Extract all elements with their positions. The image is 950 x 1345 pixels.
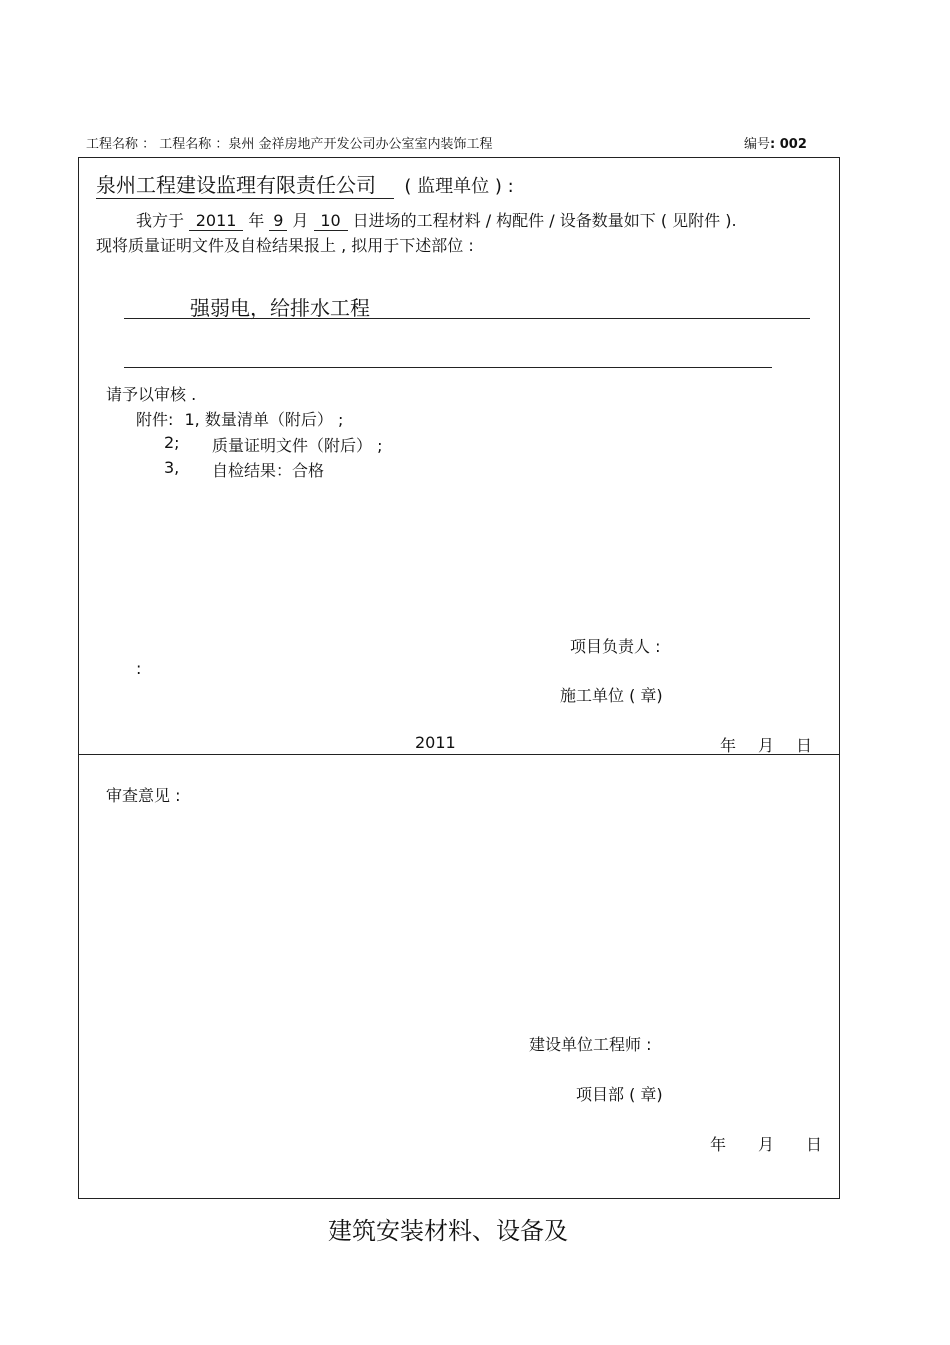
addressee — [96, 169, 514, 199]
date-year-unit: 年 — [720, 736, 737, 755]
addressee-company: 泉州工程建设监理有限责任公司 — [96, 169, 394, 199]
review-date-month-unit: 月 — [758, 1135, 775, 1154]
review-date-year-unit: 年 — [710, 1135, 727, 1154]
project-manager-label: 项目负责人 : — [570, 637, 661, 656]
stray-colon: : — [136, 659, 142, 678]
intro-line — [136, 208, 737, 231]
owner-engineer-label: 建设单位工程师 : — [529, 1035, 652, 1054]
entry-month: 9 — [269, 211, 287, 231]
document-number-value: : 002 — [770, 137, 807, 152]
review-opinion-label: 审查意见 : — [106, 786, 181, 805]
attachment-3-number: 3, — [164, 458, 180, 477]
entry-day: 10 — [314, 211, 348, 231]
date-year-value: 2011 — [415, 733, 456, 752]
blank-underline — [124, 367, 772, 368]
document-number-label: 编号 — [744, 137, 771, 152]
attachment-1-text: 1, 数量清单（附后） ; — [184, 410, 344, 429]
year-unit: 年 — [248, 211, 265, 230]
attachment-2-text: 质量证明文件（附后） ; — [212, 436, 383, 455]
intro-suffix: 日进场的工程材料 / 构配件 / 设备数量如下 ( 见附件 ). — [352, 211, 737, 230]
intro-line-2: 现将质量证明文件及自检结果报上 , 拟用于下述部位 : — [96, 236, 474, 255]
project-dept-label: 项目部 ( 章) — [576, 1085, 663, 1104]
footer-title: 建筑安装材料、设备及 — [328, 1217, 568, 1245]
month-unit: 月 — [292, 211, 309, 230]
location-underline — [124, 318, 810, 319]
intro-prefix: 我方于 — [136, 211, 185, 230]
document-number — [744, 133, 807, 152]
review-date-day-unit: 日 — [806, 1135, 823, 1154]
addressee-role: ( 监理单位 ) : — [404, 176, 514, 197]
attachment-1 — [136, 407, 343, 430]
attachment-label: 附件: — [136, 410, 174, 429]
project-name-label: 工程名称 ： 工程名称 ：泉州 金祥房地产开发公司办公室室内装饰工程 — [86, 137, 493, 152]
review-request: 请予以审核 . — [106, 385, 197, 404]
date-month-unit: 月 — [758, 736, 775, 755]
date-day-unit: 日 — [796, 736, 813, 755]
attachment-3-text: 自检结果：合格 — [212, 461, 325, 480]
usage-location: 强弱电，给排水工程 — [190, 296, 370, 320]
entry-year: 2011 — [189, 211, 243, 231]
attachment-2-number: 2; — [164, 433, 180, 452]
construction-unit-label: 施工单位 ( 章) — [560, 686, 663, 705]
